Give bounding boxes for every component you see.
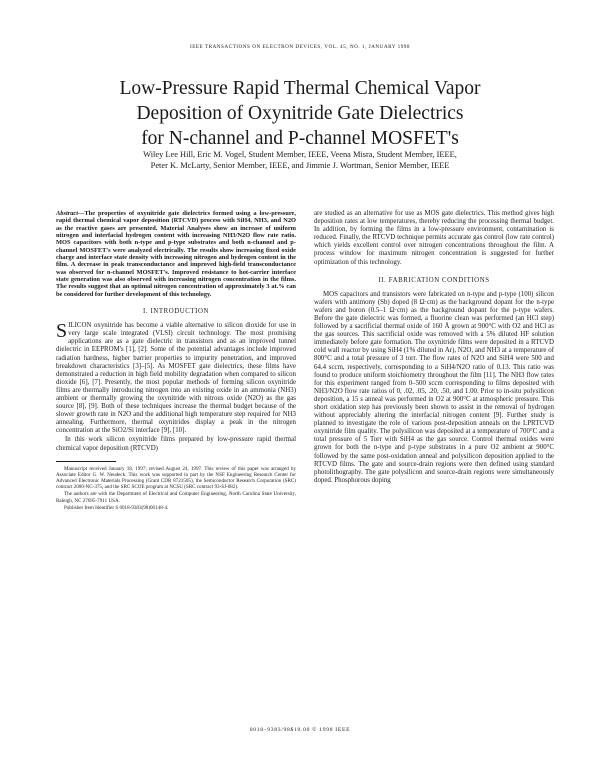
section-heading-fabrication: II. FABRICATION CONDITIONS [378, 276, 490, 284]
author-line-2: Peter K. McLarty, Senior Member, IEEE, and Jimmie J. Wortman, Senior Member, IEEE [150, 160, 450, 170]
intro-paragraph-2: In this work silicon oxynitride films prepared by low-pressure rapid thermal chemical vapor deposition (RTCVD) [56, 436, 296, 452]
abstract [56, 210, 296, 298]
title-line-1: Low-Pressure Rapid Thermal Chemical Vapor [119, 78, 481, 99]
left-column [56, 210, 296, 512]
author-line-1: Wiley Lee Hill, Eric M. Vogel, Student Member, IEEE, Veena Misra, Student Member, IEEE, [143, 150, 457, 159]
right-column [314, 210, 554, 485]
author-list [40, 150, 560, 171]
footnote-publisher-id: Publisher Item Identifier S 0018-9383(98)00148-4. [64, 504, 169, 511]
abstract-text: The properties of oxynitride gate dielectrics formed using a low-pressure, rapid thermal chemical vapor deposition (RTCVD) process with SiH4, NH3, and N2O as the reactive gases are presented. Material Analyses show an increase of uniform nitrogen and interfacial hydrogen content with increasing NH3/N2O flow rate ratio. MOS capacitors with both n-type and p-type substrates and both n-channel and p-channel MOSFET's were analyzed electrically. The results show increasing fixed oxide charge and interface state density with increasing nitrogen and hydrogen content in the film. A decrease in peak transconductance and improved high-field transconductance was observed for n-channel MOSFET's. Improved resistance to hot-carrier interface state generation was also observed with increasing nitrogen concentration in the films. The results suggest that an optimal nitrogen concentration of approximately 3 at.% can be considered for further development of this technology. [56, 210, 296, 298]
running-head: IEEE TRANSACTIONS ON ELECTRON DEVICES, VOL. 45, NO. 1, JANUARY 1998 [189, 44, 410, 50]
title-line-2: Deposition of Oxynitride Gate Dielectrics [136, 103, 464, 124]
fabrication-paragraph: MOS capacitors and transistors were fabricated on n-type and p-type (100) silicon wafers with antimony (Sb) doped (8 Ω·cm) as the background dopant for the n-type wafers and boron (0.5–1 Ω·cm) as the background dopant for the p-type wafers. Before the gate dielectric was formed, a fluorine clean was performed (an HCl step) followed by a sacrificial thermal oxide of 160 Å grown at 900°C with O2 and HCl as the gas sources. This sacrificial oxide was removed with a 5% diluted HF solution immediately before gate formation. The oxynitride films were deposited in a RTCVD cold wall reactor by using SiH4 (1% diluted in Ar), N2O, and NH3 at a temperature of 800°C and a total pressure of 3 torr. The flow rates of N2O and SiH4 were 500 and 64.4 sccm, respectively, corresponding to a SiH4/N2O ratio of 0.13. This ratio was found to produce uniform stoichiometry throughout the film [11]. The NH3 flow rates for this experiment ranged from 0–500 sccm corresponding to films deposited with NH3/N2O flow rate ratios of 0, .02, .05, .20, .50, and 1.00. Prior to in-situ polysilicon deposition, a 15 s anneal was performed in O2 at 900°C at atmospheric pressure. This short oxidation step has previously been shown to assist in the removal of hydrogen without appreciably altering the interfacial nitrogen content [9]. Further study is planned to investigate the role of various post-deposition anneals on the LPRTCVD oxynitride film quality. The polysilicon was deposited at a temperature of 700°C and a total pressure of 5 Torr with SiH4 as the gas source. Control thermal oxides were grown for both the n-type and p-type substrates in a pure O2 ambient at 900°C followed by the same post-oxidation anneal and polysilicon deposition applied to the RTCVD films. The gate and source-drain regions were then defined using standard photolithography. The gate polysilicon and source-drain regions were simultaneously doped. Phosphorous doping [314, 290, 554, 484]
drop-cap: S [56, 320, 68, 343]
footnote-manuscript: Manuscript received January 18, 1997; revised August 24, 1997. This review of this paper was arranged by Associate Editor G. W. Neudeck. This work was supported in part by the NSF Engineering Research Center for Advanced Electronic Materials Processing (Grant CDR 8721505), the Semiconductor Research Corporation (SRC) contract 2000-NC-375, and the SRC SCOE program at NCSU (SRC contract 93-SJ-082). [56, 465, 296, 491]
footnote-affiliation: The authors are with the Department of Electrical and Computer Engineering, North Carolina State University, Raleigh, NC 27695-7911 USA. [56, 491, 296, 504]
copyright-footer: 0018–9383/98$10.00 © 1998 IEEE [249, 727, 351, 733]
section-heading-introduction: I. INTRODUCTION [142, 308, 209, 316]
intro-paragraph-1 [56, 322, 296, 435]
footnote-divider [56, 461, 116, 462]
title-line-3: for N-channel and P-channel MOSFET's [141, 128, 459, 149]
abstract-lead: Abstract— [56, 210, 85, 217]
intro-paragraph-1-text: ILICON oxynitride has become a viable alternative to silicon dioxide for use in very large scale integrated (VLSI) circuit technology. The most promising applications are as a gate dielectric in transistors and as an improved tunnel dielectric in EEPROM's [1], [2]. Some of the potential advantages include improved radiation hardness, higher barrier properties to impurity penetration, and improved breakdown characteristics [3]–[5]. As MOSFET gate dielectrics, these films have demonstrated a reduction in high field mobility degradation when compared to silicon dioxide [6], [7]. Presently, the most popular methods of forming silicon oxynitride films are thermally introducing nitrogen into an existing oxide in an ammonia (NH3) ambient or thermally growing the oxynitride with nitrous oxide (N2O) as the gas source [8], [9]. Both of these techniques increase the thermal budget because of the slower growth rate in N2O and the additional high temperature step required for NH3 annealing. Furthermore, thermal oxynitrides display a peak in the nitrogen concentration at the SiO2/Si interface [9], [10]. [56, 322, 296, 435]
paper-title [40, 76, 560, 151]
intro-continuation: are studied as an alternative for use as MOS gate dielectrics. This method gives high deposition rates at low temperatures, thereby reducing the processing thermal budget. In addition, by forming the films in a low-pressure environment, contamination is reduced. Finally, the RTCVD technique permits accurate gas control (low rate control) which yields excellent control over nitrogen concentrations throughout the film. A process window for maximum nitrogen concentration is suggested for further optimization of this technology. [314, 210, 554, 266]
